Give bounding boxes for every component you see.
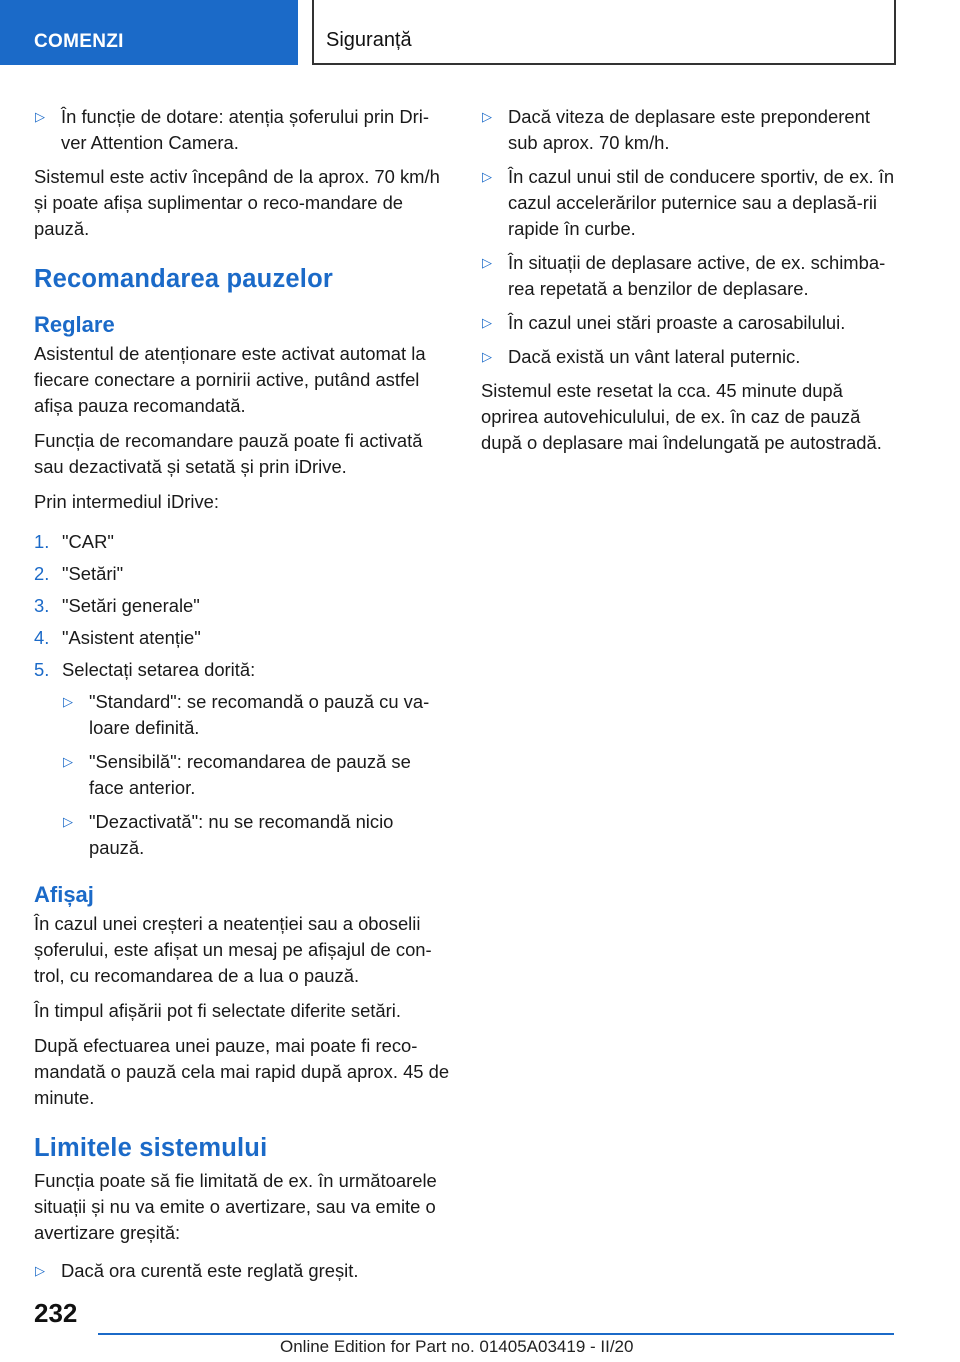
triangle-bullet-icon: ▷ bbox=[35, 109, 45, 124]
step-item bbox=[34, 529, 450, 555]
page-number: 232 bbox=[34, 1298, 78, 1328]
step-number: 3. bbox=[34, 595, 50, 616]
bullet-text: Dacă viteza de deplasare este preponderent sub aprox. 70 km/h. bbox=[508, 106, 870, 153]
footer-divider bbox=[98, 1333, 894, 1335]
list-item bbox=[481, 310, 897, 336]
paragraph: După efectuarea unei pauze, mai poate fi reco-mandată o pauză cela mai rapid după aprox. 45 de minute. bbox=[34, 1035, 450, 1108]
bullet-text: Dacă ora curentă este reglată greșit. bbox=[61, 1260, 359, 1281]
list-item bbox=[481, 344, 897, 370]
option-text: "Dezactivată": nu se recomandă nicio pauză. bbox=[89, 811, 394, 858]
triangle-bullet-icon: ▷ bbox=[482, 349, 492, 364]
heading-recommend: Recomandarea pauzelor bbox=[34, 265, 333, 293]
step-number: 1. bbox=[34, 531, 50, 552]
step-item bbox=[34, 593, 450, 619]
list-item bbox=[62, 809, 450, 861]
subheading-settings: Reglare bbox=[34, 312, 115, 337]
right-column bbox=[481, 104, 897, 465]
triangle-bullet-icon: ▷ bbox=[482, 109, 492, 124]
bullet-text: Dacă există un vânt lateral puternic. bbox=[508, 346, 801, 367]
step-text: "Asistent atenție" bbox=[62, 627, 201, 648]
section-header bbox=[312, 0, 896, 65]
triangle-bullet-icon: ▷ bbox=[482, 255, 492, 270]
list-item bbox=[62, 689, 450, 741]
triangle-bullet-icon: ▷ bbox=[482, 315, 492, 330]
step-text: Selectați setarea dorită: bbox=[62, 659, 256, 680]
bullet-text: În cazul unui stil de conducere sportiv, de ex. în cazul accelerărilor puternice sau a deplasă-rii rapide în curbe. bbox=[508, 166, 895, 239]
steps-list bbox=[34, 529, 450, 861]
chapter-tab bbox=[0, 0, 298, 65]
subheading-display: Afișaj bbox=[34, 882, 94, 907]
step-item bbox=[34, 657, 450, 683]
list-item bbox=[34, 1258, 450, 1284]
list-item bbox=[62, 749, 450, 801]
list-item bbox=[481, 164, 897, 242]
step-text: "Setări" bbox=[62, 563, 124, 584]
triangle-bullet-icon: ▷ bbox=[63, 814, 73, 829]
chapter-title: COMENZI bbox=[34, 31, 124, 52]
paragraph: În cazul unei creșteri a neatenției sau a oboselii șoferului, este afișat un mesaj pe afișajul de con-trol, cu recomandarea de a lua o pauză. bbox=[34, 913, 432, 986]
triangle-bullet-icon: ▷ bbox=[63, 754, 73, 769]
bullet-text: În situații de deplasare active, de ex. schimba-rea repetată a benzilor de deplasare. bbox=[508, 252, 886, 299]
list-item bbox=[481, 250, 897, 302]
paragraph: Funcția de recomandare pauză poate fi activată sau dezactivată și setată și prin iDrive. bbox=[34, 430, 423, 477]
list-item bbox=[481, 104, 897, 156]
paragraph: Sistemul este activ începând de la aprox. 70 km/h și poate afișa suplimentar o reco-mandare de pauză. bbox=[34, 166, 440, 239]
step-number: 5. bbox=[34, 659, 50, 680]
triangle-bullet-icon: ▷ bbox=[482, 169, 492, 184]
paragraph: Prin intermediul iDrive: bbox=[34, 491, 219, 512]
step-item bbox=[34, 625, 450, 651]
triangle-bullet-icon: ▷ bbox=[63, 694, 73, 709]
step-number: 2. bbox=[34, 563, 50, 584]
step-text: "Setări generale" bbox=[62, 595, 200, 616]
option-text: "Sensibilă": recomandarea de pauză se face anterior. bbox=[89, 751, 411, 798]
paragraph: Asistentul de atenționare este activat automat la fiecare conectare a pornirii active, putând astfel afișa pauza recomandată. bbox=[34, 343, 426, 416]
paragraph: În timpul afișării pot fi selectate diferite setări. bbox=[34, 1000, 401, 1021]
step-item bbox=[34, 561, 450, 587]
option-text: "Standard": se recomandă o pauză cu va-loare definită. bbox=[89, 691, 430, 738]
options-list bbox=[62, 689, 450, 861]
triangle-bullet-icon: ▷ bbox=[35, 1263, 45, 1278]
bullet-text: În cazul unei stări proaste a carosabilului. bbox=[508, 312, 846, 333]
bullet-text: În funcție de dotare: atenția șoferului prin Dri-ver Attention Camera. bbox=[61, 106, 430, 153]
list-item bbox=[34, 104, 450, 156]
left-column bbox=[34, 104, 450, 1292]
step-number: 4. bbox=[34, 627, 50, 648]
edition-note: Online Edition for Part no. 01405A03419 - II/20 bbox=[280, 1337, 634, 1356]
step-text: "CAR" bbox=[62, 531, 114, 552]
section-title: Siguranță bbox=[326, 29, 412, 51]
heading-limits: Limitele sistemului bbox=[34, 1134, 268, 1162]
paragraph: Sistemul este resetat la cca. 45 minute după oprirea autovehiculului, de ex. în caz de pauză după o deplasare mai îndelungată pe autostradă. bbox=[481, 380, 882, 453]
paragraph: Funcția poate să fie limitată de ex. în următoarele situații și nu va emite o avertizare, sau va emite o avertizare greșită: bbox=[34, 1170, 437, 1243]
